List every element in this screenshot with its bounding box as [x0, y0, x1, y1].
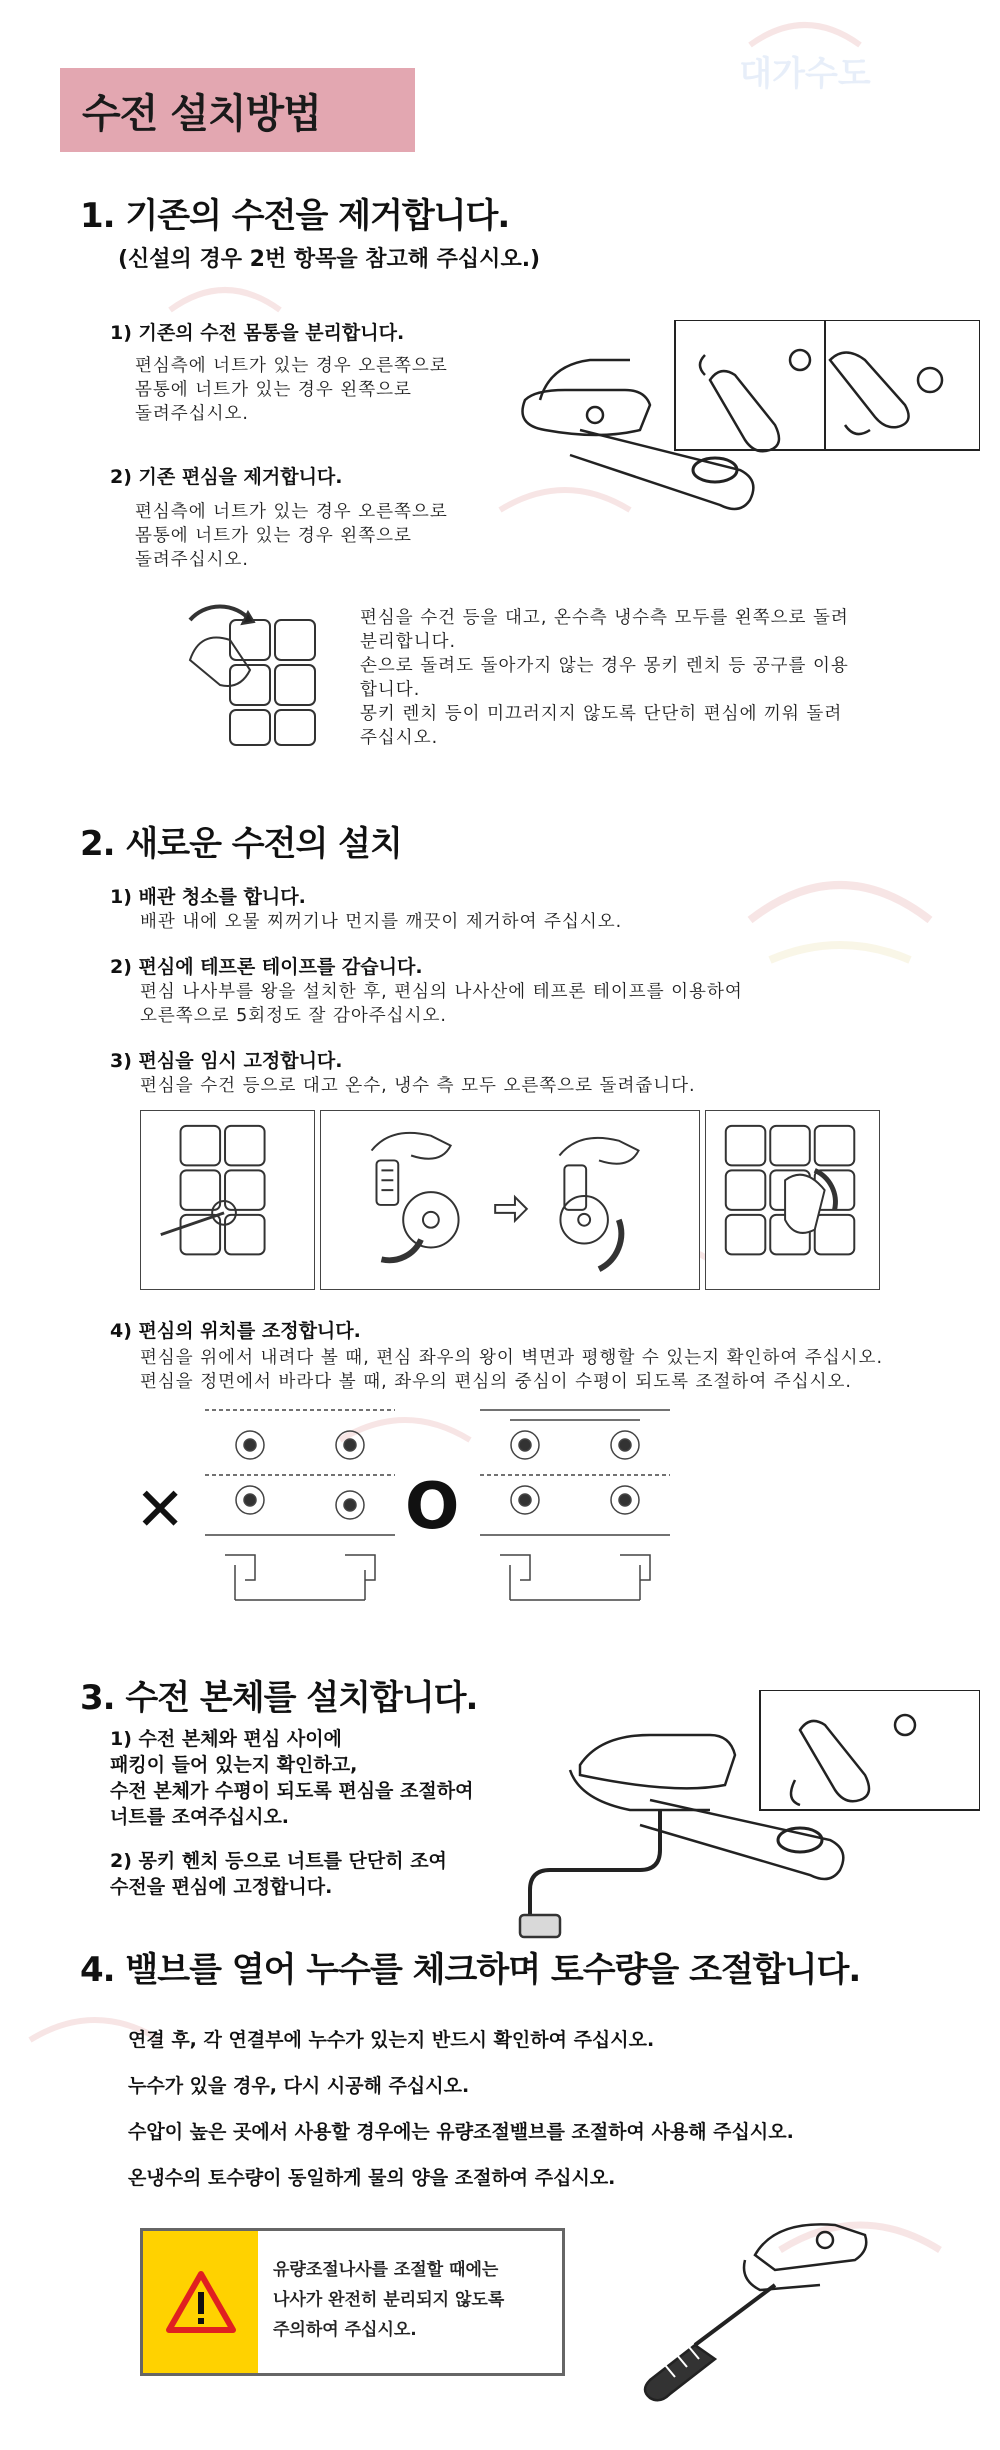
step-2-3-title: 3) 편심을 임시 고정합니다.: [110, 1050, 343, 1072]
section-4-line-2: 누수가 있을 경우, 다시 시공해 주십시오.: [128, 2075, 470, 2097]
faucet-removal-illustration: [500, 320, 980, 520]
warning-text: 유량조절나사를 조절할 때에는 나사가 완전히 분리되지 않도록 주의하여 주십시오.: [273, 2260, 505, 2340]
step-2-4-body: 편심을 위에서 내려다 볼 때, 편심 좌우의 왕이 벽면과 평행할 수 있는지 확인하여 주십시오. 편심을 정면에서 바라다 볼 때, 좌우의 편심의 중심이 수평이 되도록 조절하여 주십시오.: [140, 1348, 884, 1392]
faucet-install-illustration: [510, 1690, 980, 1940]
warning-box: [140, 2228, 565, 2376]
step-3-1-title: 1) 수전 본체와 편심 사이에 패킹이 들어 있는지 확인하고, 수전 본체가 수평이 되도록 편심을 조절하여 너트를 조여주십시오.: [110, 1728, 474, 1828]
section-4-line-1: 연결 후, 각 연결부에 누수가 있는지 반드시 확인하여 주십시오.: [128, 2029, 655, 2051]
section-4-line-4: 온냉수의 토수량이 동일하게 물의 양을 조절하여 주십시오.: [128, 2167, 616, 2189]
step-1-1-body: 편심측에 너트가 있는 경우 오른쪽으로 몸통에 너트가 있는 경우 왼쪽으로 돌려주십시오.: [135, 356, 448, 424]
step-1-2-title: 2) 기존 편심을 제거합니다.: [110, 466, 343, 488]
step-2-1-body: 배관 내에 오물 찌꺼기나 먼지를 깨끗이 제거하여 주십시오.: [140, 912, 623, 932]
warning-triangle-icon: [165, 2270, 237, 2334]
fix-panel-middle: [320, 1110, 700, 1290]
eccentric-rotate-illustration: [170, 600, 370, 750]
step-2-2-title: 2) 편심에 테프론 테이프를 감습니다.: [110, 956, 423, 978]
warning-icon-area: [143, 2231, 258, 2373]
section-1-note: (신설의 경우 2번 항목을 참고해 주십시오.): [118, 247, 541, 272]
watermark-logo: [730, 5, 880, 95]
step-1-1-title: 1) 기존의 수전 몸통을 분리합니다.: [110, 322, 405, 344]
step-1-2-body: 편심측에 너트가 있는 경우 오른쪽으로 몸통에 너트가 있는 경우 왼쪽으로 돌려주십시오.: [135, 502, 448, 570]
section-2-title: 2. 새로운 수전의 설치: [80, 824, 402, 864]
step-2-2-body: 편심 나사부를 왕을 설치한 후, 편심의 나사산에 테프론 테이프를 이용하여 오른쪽으로 5회정도 잘 감아주십시오.: [140, 982, 743, 1026]
fix-panel-right: [705, 1110, 880, 1290]
step-2-3-body: 편심을 수건 등으로 대고 온수, 냉수 측 모두 오른쪽으로 돌려줍니다.: [140, 1076, 696, 1096]
wrong-mark-icon: ✕: [135, 1475, 186, 1545]
section-1-title: 1. 기존의 수전을 제거합니다.: [80, 196, 510, 236]
watermark-text: 대가수도: [739, 54, 871, 94]
screwdriver-adjust-illustration: [625, 2205, 885, 2405]
step-1-2-extra: 편심을 수건 등을 대고, 온수측 냉수측 모두를 왼쪽으로 돌려 분리합니다. 손으로 돌려도 돌아가지 않는 경우 몽키 렌치 등 공구를 이용 합니다. 몽키 렌치 등이 미끄러지지 않도록 단단히 편심에 끼워 돌려 주십시오.: [360, 608, 849, 748]
step-2-1-title: 1) 배관 청소를 합니다.: [110, 886, 306, 908]
step-3-2-title: 2) 몽키 헨치 등으로 너트를 단단히 조여 수전을 편심에 고정합니다.: [110, 1850, 447, 1898]
section-4-title: 4. 밸브를 열어 누수를 체크하며 토수량을 조절합니다.: [80, 1950, 861, 1990]
section-3-title: 3. 수전 본체를 설치합니다.: [80, 1678, 478, 1718]
wrong-alignment-diagram: [195, 1405, 405, 1610]
right-mark-icon: O: [405, 1470, 460, 1544]
section-4-line-3: 수압이 높은 곳에서 사용할 경우에는 유량조절밸브를 조절하여 사용해 주십시오.: [128, 2121, 794, 2143]
fix-panel-left: [140, 1110, 315, 1290]
page-title: 수전 설치방법: [60, 68, 415, 152]
right-alignment-diagram: [470, 1405, 680, 1610]
step-2-4-title: 4) 편심의 위치를 조정합니다.: [110, 1320, 361, 1342]
watermark-logo: [150, 270, 300, 360]
